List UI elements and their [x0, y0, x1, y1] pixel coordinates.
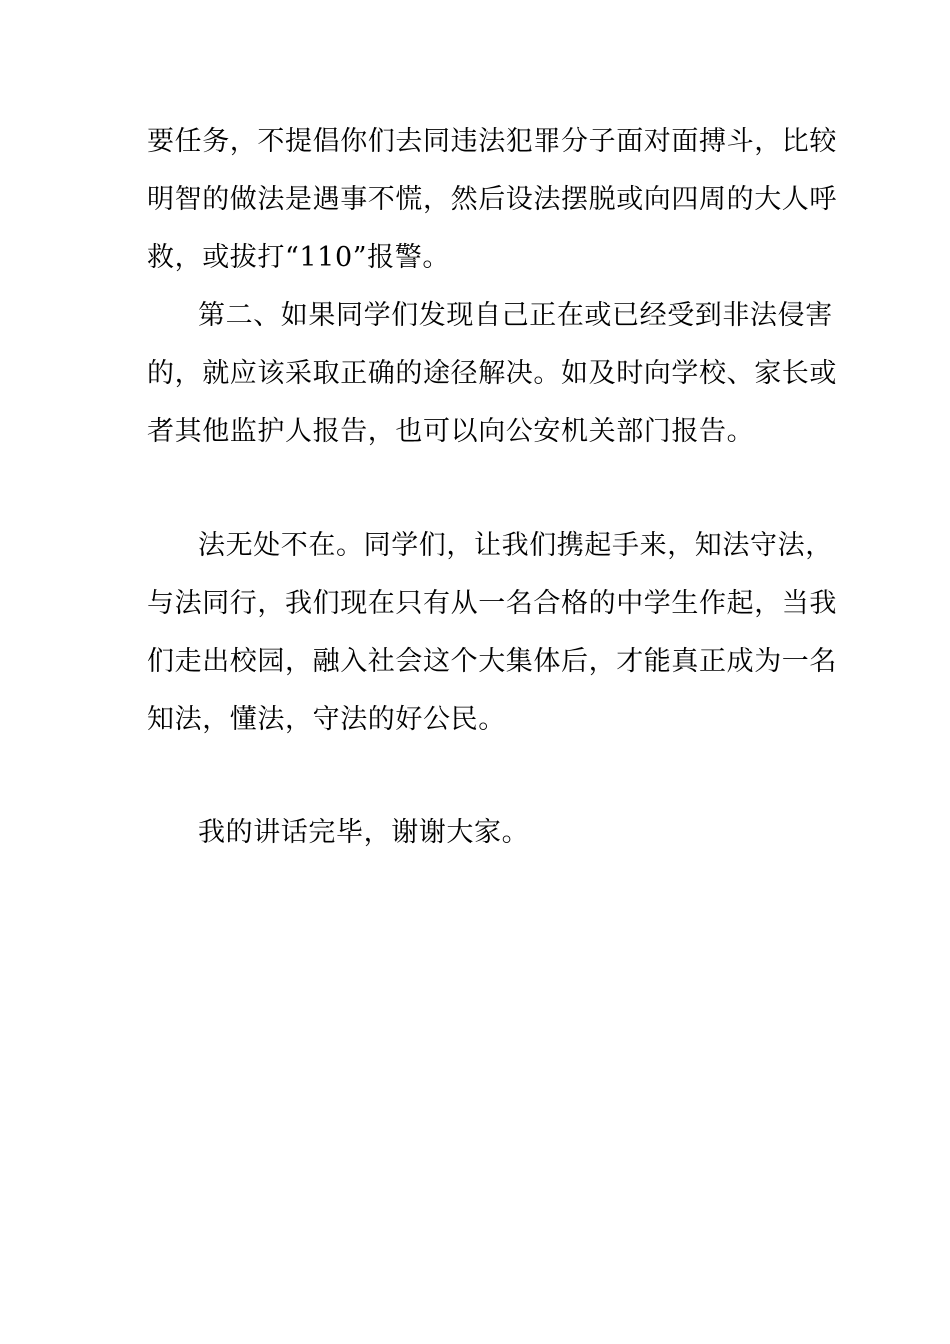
body-line-1: 要任务，不提倡你们去同违法犯罪分子面对面搏斗，比较: [147, 126, 837, 157]
body-line-3: 救，或拔打“110”报警。: [147, 242, 450, 273]
body-line-9: 们走出校园，融入社会这个大集体后，才能真正成为一名: [147, 646, 837, 677]
body-line-10: 知法，懂法，守法的好公民。: [147, 704, 506, 735]
body-line-6: 者其他监护人报告，也可以向公安机关部门报告。: [147, 416, 755, 447]
body-line-4: 第二、如果同学们发现自己正在或已经受到非法侵害: [198, 300, 833, 331]
body-line-2: 明智的做法是遇事不慌，然后设法摆脱或向四周的大人呼: [147, 184, 837, 215]
body-line-5: 的，就应该采取正确的途径解决。如及时向学校、家长或: [147, 358, 837, 389]
closing-line: 我的讲话完毕，谢谢大家。: [198, 817, 530, 848]
body-line-8: 与法同行，我们现在只有从一名合格的中学生作起，当我: [147, 588, 837, 619]
body-line-7: 法无处不在。同学们，让我们携起手来，知法守法，: [198, 530, 833, 561]
